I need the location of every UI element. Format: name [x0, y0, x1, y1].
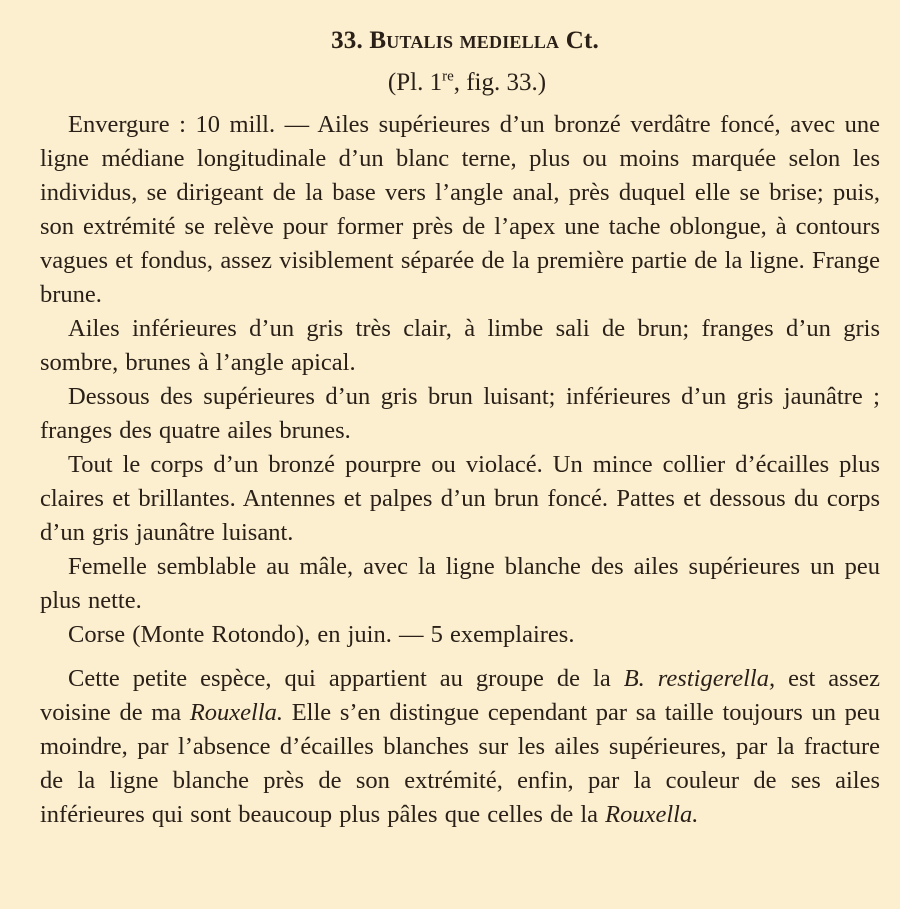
- paragraph-hindwings: Ailes inférieures d’un gris très clair, à limbe sali de brun; franges d’un gris sombre, brunes à l’angle apical.: [40, 315, 880, 376]
- comparison-text-3: Elle s’en distingue cependant par sa taille toujours un peu moindre, par l’absence d’écailles blanches sur les ailes supérieures, par la fracture de la ligne blanche près de son extrémité, enfin, par la couleur de ses ailes inférieures qui sont beaucoup plus pâles que celles de la: [40, 699, 880, 828]
- paragraph-locality: Corse (Monte Rotondo), en juin. — 5 exemplaires.: [68, 621, 575, 648]
- author-abbrev: Ct.: [565, 27, 599, 54]
- species-number: 33.: [331, 27, 363, 54]
- genus-name: Butalis: [369, 27, 454, 54]
- comparison-text-1: Cette petite espèce, qui appartient au groupe de la: [68, 665, 624, 692]
- species-title: [40, 26, 880, 56]
- plate-prefix: (Pl. 1: [387, 69, 443, 96]
- plate-suffix: , fig. 33.): [453, 69, 547, 96]
- comparison-text-2: est assez voisine de ma: [40, 665, 880, 726]
- paragraph-female: Femelle semblable au mâle, avec la ligne blanche des ailes supérieures un peu plus nette.: [40, 553, 880, 614]
- paragraph-body: Tout le corps d’un bronzé pourpre ou violacé. Un mince collier d’écailles plus claires et brillantes. Antennes et palpes d’un brun foncé. Pattes et dessous du corps d’un gris jaunâtre luisant.: [40, 451, 880, 546]
- species-ref-restigerella: B. restigerella,: [623, 665, 776, 692]
- description-body: [40, 108, 880, 832]
- paragraph-underside: Dessous des supérieures d’un gris brun luisant; inférieures d’un gris jaunâtre ; franges des quatre ailes brunes.: [40, 383, 880, 444]
- plate-reference: [40, 68, 880, 98]
- species-ref-rouxella-end: Rouxella.: [605, 801, 699, 828]
- paragraph-comparison: [40, 662, 880, 832]
- paragraph-wingspan: Envergure : 10 mill. — Ailes supérieures d’un bronzé verdâtre foncé, avec une ligne médiane longitudinale d’un blanc terne, plus ou moins marquée selon les individus, se dirigeant de la base vers l’angle anal, près duquel elle se brise; puis, son extrémité se relève pour former près de l’apex une tache oblongue, à contours vagues et fondus, assez visiblement séparée de la première partie de la ligne. Frange brune.: [40, 111, 880, 308]
- species-name: mediella: [459, 27, 560, 54]
- species-ref-rouxella: Rouxella.: [189, 699, 284, 726]
- plate-superscript: re: [442, 68, 454, 85]
